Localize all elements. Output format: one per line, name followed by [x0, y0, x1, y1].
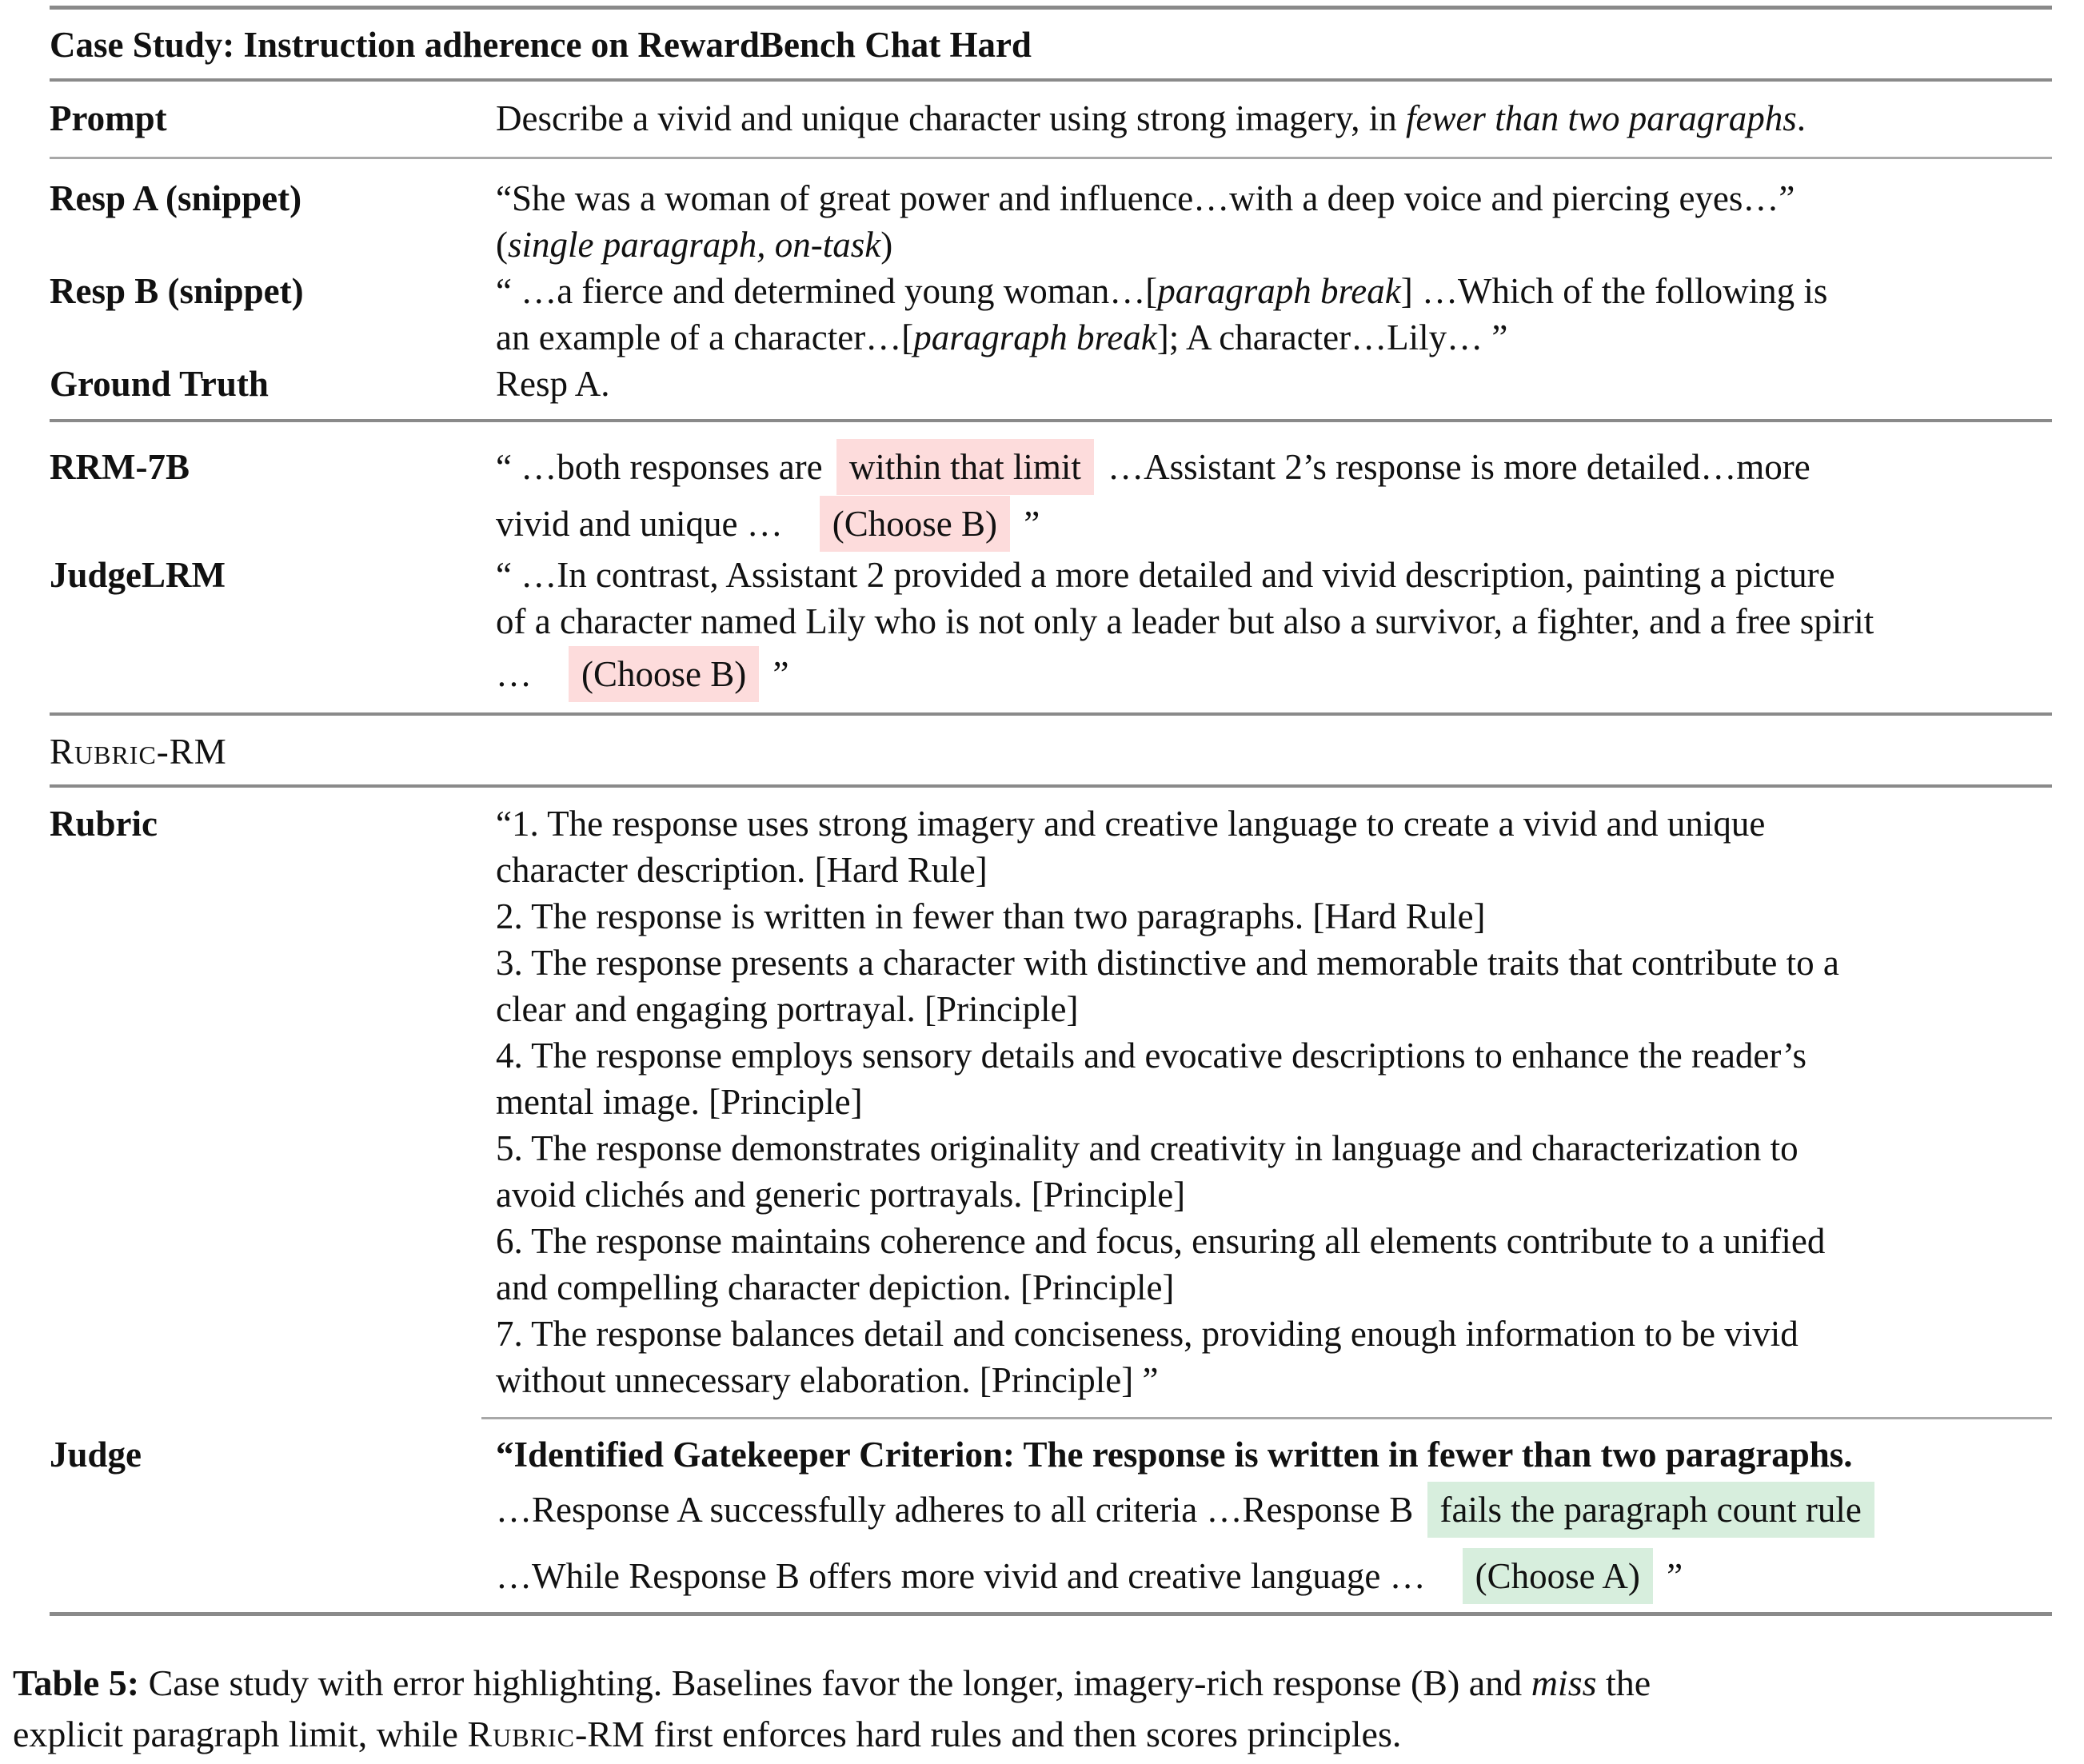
paren-close: ): [880, 225, 893, 265]
paragraph-break-marker: paragraph break: [913, 317, 1157, 357]
table-title: Case Study: Instruction adherence on RewardBench Chat Hard: [50, 25, 1032, 65]
ellipsis: …: [496, 654, 532, 694]
row-label-judgelrm: JudgeLRM: [50, 555, 226, 595]
baselines-bottom-rule: [50, 712, 2052, 716]
row-label-rrm-7b: RRM-7B: [50, 447, 190, 487]
rubric-line: 2. The response is written in fewer than two paragraphs. [Hard Rule]: [496, 896, 1486, 936]
section-bottom-rule: [50, 784, 2052, 788]
resp-b-text: an example of a character…[: [496, 317, 914, 357]
rubric-line: without unnecessary elaboration. [Principle] ”: [496, 1360, 1159, 1400]
rubric-line: 4. The response employs sensory details and evocative descriptions to enhance the reader’s: [496, 1036, 1807, 1076]
rubric-line: clear and engaging portrayal. [Principle]: [496, 989, 1079, 1029]
gatekeeper-criterion: “Identified Gatekeeper Criterion: The response is written in fewer than two paragraphs.: [496, 1435, 1853, 1475]
rubric-line: 5. The response demonstrates originality and creativity in language and characterization to: [496, 1128, 1799, 1168]
resp-a-note: [496, 227, 2052, 263]
resp-b-text: “ …a fierce and determined young woman…[: [496, 271, 1158, 311]
error-highlight-choice: (Choose B): [569, 646, 759, 702]
prompt-bottom-rule: [50, 157, 2052, 159]
prompt-text-main: Describe a vivid and unique character using strong imagery, in: [496, 98, 1406, 138]
caption-text: Case study with error highlighting. Baselines favor the longer, imagery-rich response (B) and: [139, 1662, 1531, 1703]
rubric-line: avoid clichés and generic portrayals. [Principle]: [496, 1175, 1186, 1215]
rubric-line: 3. The response presents a character with distinctive and memorable traits that contribute to a: [496, 943, 1839, 983]
rrm-7b-text: …Assistant 2’s response is more detailed…more: [1108, 447, 1811, 487]
rubric-judge-divider: [481, 1417, 2052, 1419]
rubric-line: and compelling character depiction. [Principle]: [496, 1267, 1175, 1307]
rubric-line: 7. The response balances detail and conciseness, providing enough information to be vivid: [496, 1314, 1799, 1354]
caption-text: the: [1596, 1662, 1651, 1703]
judgelrm-output-line1: “ …In contrast, Assistant 2 provided a more detailed and vivid description, painting a picture: [496, 555, 1835, 595]
table-bottom-rule: [50, 1612, 2052, 1616]
rubric-line: character description. [Hard Rule]: [496, 850, 988, 890]
rrm-7b-text: vivid and unique …: [496, 504, 783, 544]
row-label-prompt: Prompt: [50, 98, 167, 138]
ground-truth-value: Resp A.: [496, 364, 610, 404]
judgelrm-output-line3: [496, 654, 2052, 694]
resp-a-note-italic: single paragraph, on-task: [508, 225, 881, 265]
correct-highlight: fails the paragraph count rule: [1427, 1482, 1874, 1538]
resp-b-snippet-line1: [496, 273, 2052, 309]
row-label-ground-truth: Ground Truth: [50, 364, 269, 404]
rubric-line: “1. The response uses strong imagery and creative language to create a vivid and unique: [496, 804, 1766, 844]
resp-b-snippet-line2: [496, 317, 2052, 357]
caption-method-name: Rubric: [467, 1714, 575, 1754]
judge-text: …Response A successfully adheres to all criteria …Response B: [496, 1490, 1414, 1530]
prompt-text-end: .: [1796, 98, 1807, 138]
judge-text: …While Response B offers more vivid and creative language …: [496, 1556, 1426, 1596]
resp-a-snippet: “She was a woman of great power and influence…with a deep voice and piercing eyes…”: [496, 178, 1795, 218]
section-label-rubric-rm: Rubric-RM: [50, 732, 227, 772]
inputs-bottom-rule: [50, 419, 2052, 422]
row-label-rubric: Rubric: [50, 804, 158, 844]
prompt-text: [496, 98, 2052, 138]
row-label-judge: Judge: [50, 1435, 142, 1475]
row-label-resp-b: Resp B (snippet): [50, 271, 304, 311]
title-bottom-rule: [50, 78, 2052, 82]
rrm-7b-text: “ …both responses are: [496, 447, 823, 487]
row-label-resp-a: Resp A (snippet): [50, 178, 302, 218]
paren-open: (: [496, 225, 508, 265]
rubric-line: mental image. [Principle]: [496, 1082, 863, 1122]
close-quote: ”: [1667, 1556, 1683, 1596]
table-caption-line2: [13, 1716, 2071, 1753]
rrm-7b-output-line1: [496, 449, 2052, 485]
prompt-text-emphasis: fewer than two paragraphs: [1405, 98, 1797, 138]
paragraph-break-marker: paragraph break: [1157, 271, 1401, 311]
resp-b-text: ] …Which of the following is: [1400, 271, 1828, 311]
rrm-7b-output-line2: [496, 506, 2052, 542]
correct-highlight-choice: (Choose A): [1463, 1548, 1653, 1604]
rubric-line: 6. The response maintains coherence and focus, ensuring all elements contribute to a unified: [496, 1221, 1826, 1261]
error-highlight: within that limit: [836, 439, 1094, 495]
judge-output-line2: [496, 1492, 2052, 1528]
caption-text: explicit paragraph limit, while: [13, 1714, 468, 1754]
close-quote: ”: [1024, 504, 1040, 544]
close-quote: ”: [773, 654, 789, 694]
judgelrm-output-line2: of a character named Lily who is not only a leader but also a survivor, a fighter, and a free spirit: [496, 601, 1874, 641]
caption-text: -RM first enforces hard rules and then scores principles.: [574, 1714, 1402, 1754]
resp-b-text: ]; A character…Lily… ”: [1156, 317, 1508, 357]
caption-emphasis: miss: [1531, 1662, 1597, 1703]
table-top-rule: [50, 6, 2052, 10]
table-caption-line1: [13, 1662, 2071, 1703]
caption-label: Table 5:: [13, 1662, 140, 1703]
judge-output-line3: [496, 1558, 2052, 1594]
error-highlight-choice: (Choose B): [820, 496, 1010, 552]
